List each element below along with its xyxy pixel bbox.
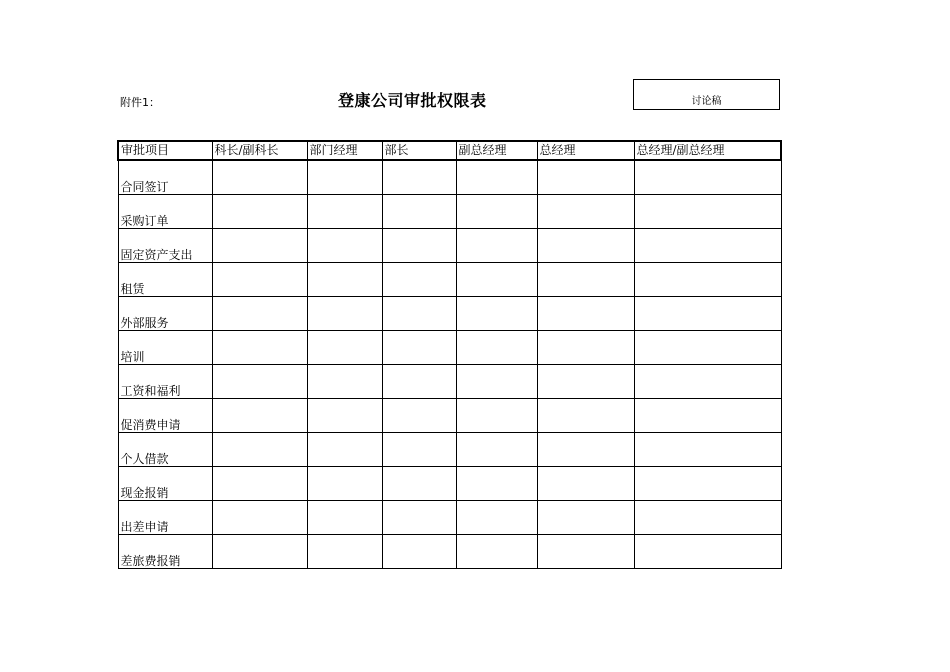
approval-cell: [537, 331, 634, 365]
approval-cell: [212, 195, 307, 229]
approval-cell: [307, 433, 382, 467]
approval-cell: [307, 331, 382, 365]
approval-cell: [456, 331, 537, 365]
approval-cell: [456, 501, 537, 535]
approval-cell: [212, 433, 307, 467]
approval-cell: [212, 535, 307, 569]
table-row: [118, 297, 781, 331]
approval-cell: [382, 535, 456, 569]
approval-cell: [212, 501, 307, 535]
approval-cell: [537, 399, 634, 433]
approval-cell: [212, 467, 307, 501]
approval-cell: [212, 365, 307, 399]
approval-cell: [382, 263, 456, 297]
approval-cell: [212, 331, 307, 365]
approval-item-label: 差旅费报销: [118, 535, 212, 569]
column-header: 部门经理: [307, 141, 382, 160]
approval-cell: [307, 160, 382, 195]
approval-cell: [634, 365, 781, 399]
approval-cell: [212, 229, 307, 263]
table-row: [118, 535, 781, 569]
approval-cell: [634, 399, 781, 433]
approval-cell: [382, 433, 456, 467]
approval-cell: [634, 195, 781, 229]
approval-cell: [382, 195, 456, 229]
approval-cell: [537, 365, 634, 399]
approval-cell: [307, 535, 382, 569]
draft-box: [633, 79, 780, 110]
approval-cell: [634, 297, 781, 331]
approval-cell: [456, 535, 537, 569]
approval-item-label: 促消费申请: [118, 399, 212, 433]
draft-label: 讨论稿: [691, 96, 722, 107]
approval-cell: [382, 160, 456, 195]
table-row: [118, 501, 781, 535]
table-row: [118, 467, 781, 501]
approval-cell: [537, 160, 634, 195]
approval-cell: [307, 263, 382, 297]
approval-cell: [456, 229, 537, 263]
table-row: [118, 195, 781, 229]
approval-cell: [537, 195, 634, 229]
approval-cell: [382, 399, 456, 433]
table-row: [118, 229, 781, 263]
approval-cell: [307, 467, 382, 501]
column-header: 总经理/副总经理: [634, 141, 781, 160]
approval-cell: [634, 501, 781, 535]
approval-cell: [382, 331, 456, 365]
approval-cell: [212, 297, 307, 331]
approval-cell: [537, 467, 634, 501]
approval-cell: [634, 467, 781, 501]
table-row: [118, 331, 781, 365]
approval-cell: [537, 535, 634, 569]
column-header: 副总经理: [456, 141, 537, 160]
approval-item-label: 培训: [118, 331, 212, 365]
attachment-label: 附件1：: [120, 96, 160, 109]
approval-cell: [307, 399, 382, 433]
approval-item-label: 工资和福利: [118, 365, 212, 399]
approval-cell: [456, 263, 537, 297]
table-row: [118, 399, 781, 433]
approval-cell: [456, 467, 537, 501]
approval-item-label: 采购订单: [118, 195, 212, 229]
approval-cell: [634, 433, 781, 467]
approval-cell: [212, 160, 307, 195]
header-row: [118, 141, 781, 160]
approval-cell: [307, 297, 382, 331]
approval-table: [117, 140, 782, 569]
column-header: 总经理: [537, 141, 634, 160]
approval-cell: [537, 433, 634, 467]
column-header: 科长/副科长: [212, 141, 307, 160]
approval-item-label: 外部服务: [118, 297, 212, 331]
approval-cell: [212, 263, 307, 297]
approval-cell: [456, 365, 537, 399]
approval-cell: [634, 229, 781, 263]
approval-cell: [537, 501, 634, 535]
table-row: [118, 160, 781, 195]
approval-cell: [456, 297, 537, 331]
approval-cell: [537, 297, 634, 331]
approval-cell: [382, 365, 456, 399]
approval-cell: [212, 399, 307, 433]
page-title: 登康公司审批权限表: [338, 91, 487, 110]
approval-cell: [634, 263, 781, 297]
approval-item-label: 现金报销: [118, 467, 212, 501]
approval-cell: [634, 331, 781, 365]
approval-cell: [307, 195, 382, 229]
table-row: [118, 365, 781, 399]
approval-cell: [456, 160, 537, 195]
approval-cell: [382, 297, 456, 331]
table-row: [118, 433, 781, 467]
approval-cell: [382, 467, 456, 501]
approval-cell: [382, 501, 456, 535]
approval-cell: [634, 160, 781, 195]
approval-cell: [537, 263, 634, 297]
approval-item-label: 租赁: [118, 263, 212, 297]
approval-cell: [307, 501, 382, 535]
approval-cell: [307, 229, 382, 263]
approval-item-label: 合同签订: [118, 160, 212, 195]
approval-item-label: 个人借款: [118, 433, 212, 467]
approval-cell: [634, 535, 781, 569]
approval-cell: [307, 365, 382, 399]
approval-cell: [456, 195, 537, 229]
approval-cell: [382, 229, 456, 263]
approval-item-label: 出差申请: [118, 501, 212, 535]
approval-cell: [456, 433, 537, 467]
column-header: 审批项目: [118, 141, 212, 160]
approval-item-label: 固定资产支出: [118, 229, 212, 263]
column-header: 部长: [382, 141, 456, 160]
approval-cell: [456, 399, 537, 433]
approval-cell: [537, 229, 634, 263]
table-row: [118, 263, 781, 297]
